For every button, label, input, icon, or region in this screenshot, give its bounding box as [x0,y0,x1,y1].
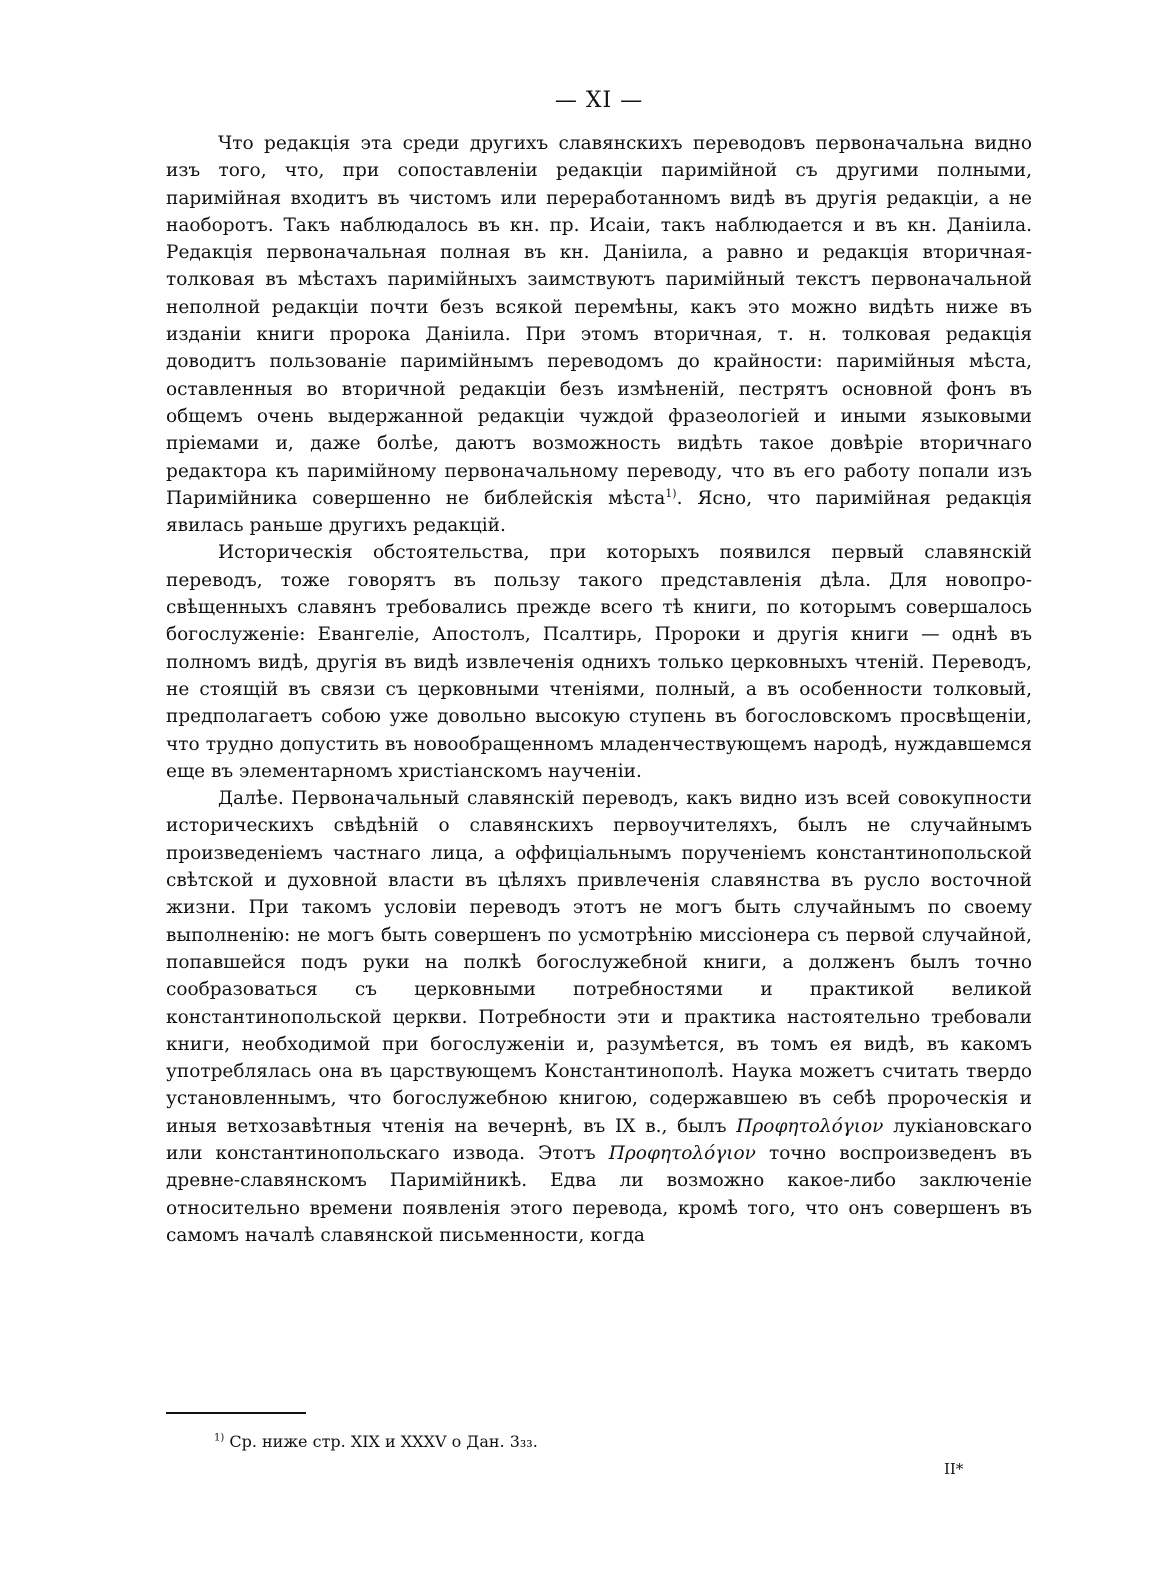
page-body [166,84,1032,1249]
greek-term: Προφητολόγιον [736,1115,884,1137]
paragraph-1-text-end: . Ясно, что паримійная редакція явилась раньше другихъ редакцій. [166,487,1032,537]
footnote-reference: 1) [665,486,677,500]
page-number: — XI — [554,88,644,113]
printer-signature: II* [944,1460,964,1478]
footnote [214,1430,538,1454]
footnote-divider [166,1412,306,1414]
paragraph-2: Историческія обстоятельства, при которыхъ появился первый славянскій переводъ, тоже говорятъ въ пользу такого представленія дѣла. Для новопросвѣщенныхъ славянъ требовались прежде всего тѣ книги, по которымъ совершалось богослуженіе: Евангеліе, Апостолъ, Псалтирь, Пророки и другія книги — однѣ въ полномъ видѣ, другія въ видѣ извлеченія однихъ только церковныхъ чтеній. Переводъ, не стоящій въ связи съ церковными чтеніями, полный, а въ особенности толковый, предполагаетъ собою уже довольно высокую ступень въ богословскомъ просвѣщеніи, что трудно допустить въ новообращенномъ младенчествующемъ народѣ, нуждавшемся еще въ элементарномъ христіанскомъ наученіи. [166,542,1032,782]
paragraph-1-text: Что редакція эта среди другихъ славянскихъ переводовъ первоначальна видно изъ того, что, при сопоставленіи редакціи паримійной съ другими полными, паримійная входитъ въ чистомъ или переработанномъ видѣ въ другія редакціи, а не наоборотъ. Такъ наблюдалось въ кн. пр. Исаіи, такъ наблюдается и въ кн. Даніила. Редакція первоначальная полная въ кн. Даніила, а равно и редакція вторичная-толковая въ мѣстахъ паримійныхъ заимствуютъ паримійный текстъ первоначальной неполной редакціи почти безъ всякой перемѣны, какъ это можно видѣть ниже въ изданіи книги пророка Даніила. При этомъ вторичная, т. н. толковая редакція доводитъ пользованіе паримійнымъ переводомъ до крайности: паримійныя мѣста, оставленныя во вторичной редакціи безъ измѣненій, пестрятъ основной фонъ въ общемъ очень выдержанной редакціи чуждой фразеологіей и иными языковыми пріемами и, даже болѣе, даютъ возможность видѣть такое довѣріе вторичнаго редактора къ паримійному первоначальному переводу, что въ его работу попали изъ Паримійника совершенно не библейскія мѣста [166,133,1032,509]
paragraph-3-text-middle: лукіановскаго или константинопольскаго извода. Этотъ [166,1115,1032,1164]
greek-term: Προφητολόγιον [608,1142,756,1164]
paragraph-3 [166,785,1032,1249]
footnote-mark: 1) [214,1432,225,1444]
paragraph-3-text-end: точно воспроизведенъ въ древне-славянскомъ Паримійникѣ. Едва ли возможно какое-либо заключеніе относительно времени появленія этого перевода, кромѣ того, что онъ совершенъ въ самомъ началѣ славянской письменности, когда [166,1142,1032,1246]
footnote-text: Ср. ниже стр. XIX и XXXV о Дан. 3₃₃. [224,1432,538,1451]
paragraph-3-text: Далѣе. Первоначальный славянскій переводъ, какъ видно изъ всей совокупности историческихъ свѣдѣній о славянскихъ первоучителяхъ, былъ не случайнымъ произведеніемъ частнаго лица, а оффиціальнымъ порученіемъ константинопольской свѣтской и духовной власти въ цѣляхъ привлеченія славянства въ русло восточной жизни. При такомъ условіи переводъ этотъ не могъ быть случайнымъ по своему выполненію: не могъ быть совершенъ по усмотрѣнію миссіонера съ первой случайной, попавшейся подъ руки на полкѣ богослужебной книги, а долженъ былъ точно сообразоваться съ церковными потребностями и практикой великой константинопольской церкви. Потребности эти и практика настоятельно требовали книги, необходимой при богослуженіи и, разумѣется, въ томъ ея видѣ, въ какомъ употреблялась она въ царствующемъ Константинополѣ. Наука можетъ считать твердо установленнымъ, что богослужебною книгою, содержавшею въ себѣ пророческія и иныя ветхозавѣтныя чтенія на вечернѣ, въ IX в., былъ [166,788,1032,1137]
paragraph-1 [166,130,1032,539]
